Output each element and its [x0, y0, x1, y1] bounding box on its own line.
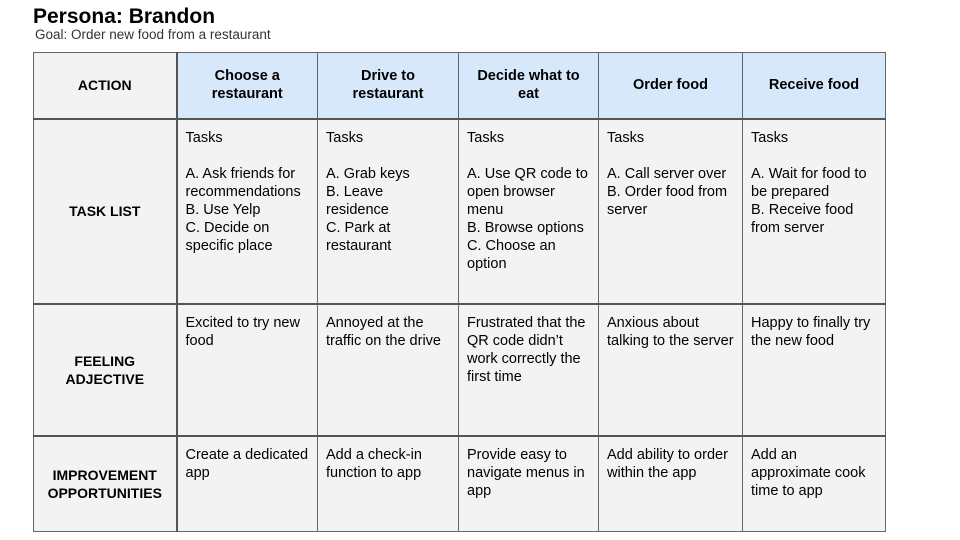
- row-label-action: ACTION: [34, 53, 177, 119]
- stage-header: Order food: [599, 53, 743, 119]
- improvement-cell: Add an approximate cook time to app: [743, 436, 886, 532]
- feeling-cell: Anxious about talking to the server: [599, 304, 743, 436]
- task-cell: Tasks A. Grab keys B. Leave residence C. Park at restaurant: [318, 119, 459, 304]
- journey-map-table: [33, 52, 886, 532]
- stage-header: Drive to restaurant: [318, 53, 459, 119]
- improvement-row: [34, 436, 886, 532]
- task-cell: Tasks A. Ask friends for recommendations B. Use Yelp C. Decide on specific place: [177, 119, 318, 304]
- row-label-improvement: IMPROVEMENT OPPORTUNITIES: [34, 436, 177, 532]
- task-cell: Tasks A. Call server over B. Order food from server: [599, 119, 743, 304]
- goal-subtitle: Goal: Order new food from a restaurant: [35, 27, 271, 42]
- action-row: [34, 53, 886, 119]
- stage-header: Decide what to eat: [459, 53, 599, 119]
- task-cell: Tasks A. Wait for food to be prepared B. Receive food from server: [743, 119, 886, 304]
- feeling-cell: Excited to try new food: [177, 304, 318, 436]
- row-label-feeling: FEELING ADJECTIVE: [34, 304, 177, 436]
- feeling-cell: Annoyed at the traffic on the drive: [318, 304, 459, 436]
- stage-header: Choose a restaurant: [177, 53, 318, 119]
- task-list-row: [34, 119, 886, 304]
- feeling-cell: Happy to finally try the new food: [743, 304, 886, 436]
- stage-header: Receive food: [743, 53, 886, 119]
- improvement-cell: Provide easy to navigate menus in app: [459, 436, 599, 532]
- persona-title: Persona: Brandon: [33, 5, 216, 28]
- feeling-row: [34, 304, 886, 436]
- row-label-task-list: TASK LIST: [34, 119, 177, 304]
- improvement-cell: Create a dedicated app: [177, 436, 318, 532]
- improvement-cell: Add ability to order within the app: [599, 436, 743, 532]
- improvement-cell: Add a check-in function to app: [318, 436, 459, 532]
- task-cell: Tasks A. Use QR code to open browser menu B. Browse options C. Choose an option: [459, 119, 599, 304]
- feeling-cell: Frustrated that the QR code didn’t work correctly the first time: [459, 304, 599, 436]
